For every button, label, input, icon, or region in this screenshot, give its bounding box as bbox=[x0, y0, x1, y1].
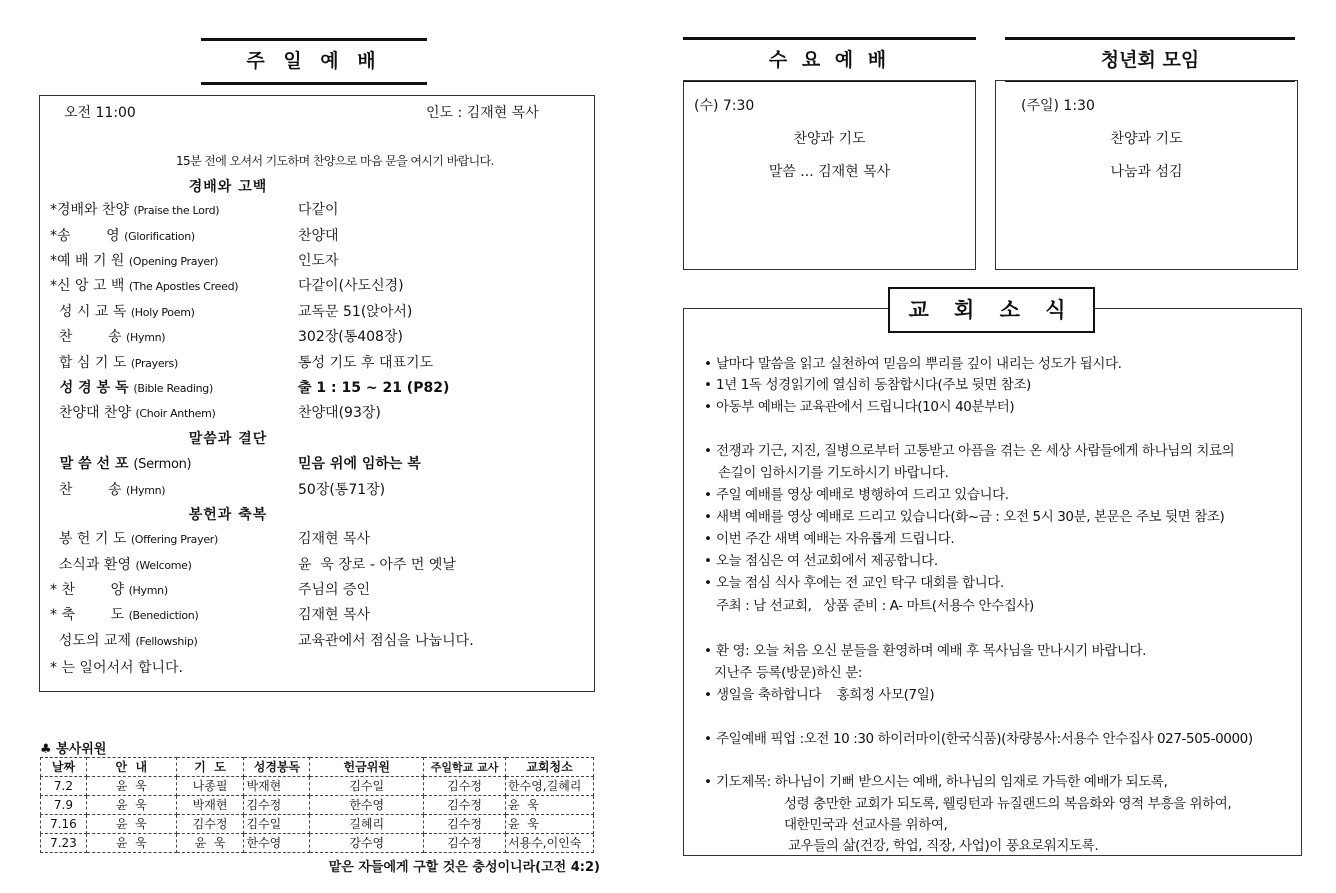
order-row: 말 씀 선 포 (Sermon) 믿음 위에 임하는 복 bbox=[50, 456, 421, 472]
table-row bbox=[41, 796, 594, 815]
wednesday-title: 수 요 예 배 bbox=[683, 37, 976, 82]
cell: 윤 욱 bbox=[86, 815, 176, 834]
news-item-continued: 교우들의 삶(건강, 학업, 직장, 사업)이 풍요로워지도록. bbox=[788, 838, 1099, 854]
order-row: 찬 송 (Hymn) 50장(통71장) bbox=[50, 482, 386, 498]
news-item: • 주일 예배를 영상 예배로 병행하여 드리고 있습니다. bbox=[704, 487, 1009, 503]
cell: 서용수,이인숙 bbox=[506, 834, 594, 853]
cell: 강수영 bbox=[310, 834, 424, 853]
cell: 윤 욱 bbox=[506, 796, 594, 815]
wednesday-line-2: 말씀 ... 김재현 목사 bbox=[768, 164, 891, 180]
worship-time: 오전 11:00 bbox=[64, 105, 136, 121]
cell: 박재현 bbox=[244, 777, 310, 796]
wednesday-line-1: 찬양과 기도 bbox=[793, 131, 866, 147]
order-row: 봉 헌 기 도 (Offering Prayer) 김재현 목사 bbox=[50, 531, 371, 547]
order-row: *신 앙 고 백 (The Apostles Creed) 다같이(사도신경) bbox=[50, 278, 404, 294]
table-row bbox=[41, 815, 594, 834]
news-box bbox=[683, 308, 1302, 856]
cell: 나종필 bbox=[176, 777, 244, 796]
cell: 7.23 bbox=[41, 834, 87, 853]
col-teacher: 주일학교 교사 bbox=[424, 758, 506, 777]
order-row: * 축 도 (Benediction) 김재현 목사 bbox=[50, 607, 371, 623]
news-item-continued: 지난주 등록(방문)하신 분: bbox=[714, 665, 863, 681]
wednesday-box bbox=[683, 80, 976, 270]
volunteers-table bbox=[40, 757, 594, 853]
table-row bbox=[41, 834, 594, 853]
cell: 김수정 bbox=[424, 796, 506, 815]
cell: 윤 욱 bbox=[176, 834, 244, 853]
order-row: 소식과 환영 (Welcome) 윤 욱 장로 - 아주 먼 옛날 bbox=[50, 557, 456, 573]
order-row: 합 심 기 도 (Prayers) 통성 기도 후 대표기도 bbox=[50, 355, 434, 371]
news-item-continued: 대한민국과 선교사를 위하여, bbox=[784, 817, 948, 833]
worship-notice: 15분 전에 오셔서 기도하며 찬양으로 마음 문을 여시기 바랍니다. bbox=[176, 154, 494, 168]
news-item: • 기도제목: 하나님이 기뻐 받으시는 예배, 하나님의 임재로 가득한 예배가 되도록, bbox=[704, 774, 1168, 790]
youth-time: (주일) 1:30 bbox=[1021, 98, 1095, 114]
youth-line-2: 나눔과 섬김 bbox=[1110, 164, 1183, 180]
order-row: 성도의 교제 (Fellowship) 교육관에서 점심을 나눕니다. bbox=[50, 633, 474, 649]
standing-footnote: * 는 일어서서 합니다. bbox=[50, 660, 183, 676]
cell: 김수정 bbox=[424, 777, 506, 796]
sunday-title: 주 일 예 배 bbox=[201, 38, 427, 85]
news-item: • 주일예배 픽업 :오전 10 :30 하이러마이(한국식품)(차량봉사:서용수 안수집사 027-505-0000) bbox=[704, 731, 1253, 747]
volunteers-title: ♣ 봉사위원 bbox=[40, 742, 107, 757]
cell: 7.2 bbox=[41, 777, 87, 796]
youth-line-1: 찬양과 기도 bbox=[1110, 131, 1183, 147]
cell: 7.9 bbox=[41, 796, 87, 815]
order-row: 찬 송 (Hymn) 302장(통408장) bbox=[50, 329, 403, 345]
table-row bbox=[41, 777, 594, 796]
cell: 김수일 bbox=[310, 777, 424, 796]
cell: 한수영,길혜리 bbox=[506, 777, 594, 796]
cell: 박재현 bbox=[176, 796, 244, 815]
news-item: • 환 영: 오늘 처음 오신 분들을 환영하며 예배 후 목사님을 만나시기 바랍니다. bbox=[704, 643, 1147, 659]
cell: 7.16 bbox=[41, 815, 87, 834]
worship-leader: 인도 : 김재현 목사 bbox=[426, 105, 539, 121]
section-offering-blessing: 봉헌과 축복 bbox=[188, 507, 268, 523]
section-worship-confession: 경배와 고백 bbox=[188, 179, 268, 195]
news-item: • 오늘 점심 식사 후에는 전 교인 탁구 대회를 합니다. bbox=[704, 575, 1004, 591]
col-offering: 헌금위원 bbox=[310, 758, 424, 777]
col-cleaning: 교회청소 bbox=[506, 758, 594, 777]
news-item: • 아동부 예배는 교육관에서 드립니다(10시 40분부터) bbox=[704, 399, 1015, 415]
order-row: * 찬 양 (Hymn) 주님의 증인 bbox=[50, 582, 371, 598]
cell: 김수일 bbox=[244, 815, 310, 834]
cell: 김수정 bbox=[424, 815, 506, 834]
order-row: *경배와 찬양 (Praise the Lord) 다같이 bbox=[50, 202, 339, 218]
table-header-row bbox=[41, 758, 594, 777]
cell: 한수영 bbox=[244, 834, 310, 853]
news-item: • 생일을 축하합니다 홍희정 사모(7일) bbox=[704, 687, 935, 703]
news-item-continued: 손길이 임하시기를 기도하시기 바랍니다. bbox=[718, 465, 949, 481]
cell: 윤 욱 bbox=[86, 796, 176, 815]
youth-box bbox=[995, 80, 1298, 270]
cell: 김수정 bbox=[424, 834, 506, 853]
order-row: 찬양대 찬양 (Choir Anthem) 찬양대(93장) bbox=[50, 405, 381, 421]
col-prayer: 기 도 bbox=[176, 758, 244, 777]
news-item-continued: 성령 충만한 교회가 되도록, 웰링턴과 뉴질랜드의 복음화와 영적 부흥을 위하여, bbox=[784, 796, 1232, 812]
bible-verse: 맡은 자들에게 구할 것은 충성이니라(고전 4:2) bbox=[328, 860, 600, 875]
youth-title: 청년회 모임 bbox=[1005, 37, 1295, 82]
cell: 김수정 bbox=[244, 796, 310, 815]
cell: 윤 욱 bbox=[86, 777, 176, 796]
news-item: • 날마다 말씀을 읽고 실천하여 믿음의 뿌리를 깊이 내리는 성도가 됩시다. bbox=[704, 356, 1122, 372]
cell: 윤 욱 bbox=[86, 834, 176, 853]
cell: 한수영 bbox=[310, 796, 424, 815]
order-row: 성 경 봉 독 (Bible Reading) 출 1 : 15 ~ 21 (P82) bbox=[50, 380, 450, 396]
order-row: 성 시 교 독 (Holy Poem) 교독문 51(앉아서) bbox=[50, 304, 413, 320]
col-usher: 안 내 bbox=[86, 758, 176, 777]
news-item-continued: 주최 : 남 선교회, 상품 준비 : A- 마트(서용수 안수집사) bbox=[716, 598, 1034, 614]
order-row: *송 영 (Glorification) 찬양대 bbox=[50, 228, 339, 244]
section-word-decision: 말씀과 결단 bbox=[188, 431, 268, 447]
cell: 윤 욱 bbox=[506, 815, 594, 834]
wednesday-time: (수) 7:30 bbox=[694, 98, 755, 114]
news-item: • 전쟁과 기근, 지진, 질병으로부터 고통받고 아픔을 겪는 온 세상 사람들에게 하나님의 치료의 bbox=[704, 443, 1235, 459]
news-item: • 오늘 점심은 여 선교회에서 제공합니다. bbox=[704, 553, 938, 569]
cell: 길혜리 bbox=[310, 815, 424, 834]
worship-order-box bbox=[39, 95, 595, 692]
news-title: 교 회 소 식 bbox=[888, 287, 1095, 333]
news-item: • 1년 1독 성경읽기에 열심히 동참합시다(주보 뒷면 참조) bbox=[704, 377, 1031, 393]
news-item: • 새벽 예배를 영상 예배로 드리고 있습니다(화~금 : 오전 5시 30분, 본문은 주보 뒷면 참조) bbox=[704, 509, 1225, 525]
order-row: *예 배 기 원 (Opening Prayer) 인도자 bbox=[50, 253, 339, 269]
col-date: 날짜 bbox=[41, 758, 87, 777]
cell: 김수정 bbox=[176, 815, 244, 834]
col-reading: 성경봉독 bbox=[244, 758, 310, 777]
news-item: • 이번 주간 새벽 예배는 자유롭게 드립니다. bbox=[704, 531, 955, 547]
